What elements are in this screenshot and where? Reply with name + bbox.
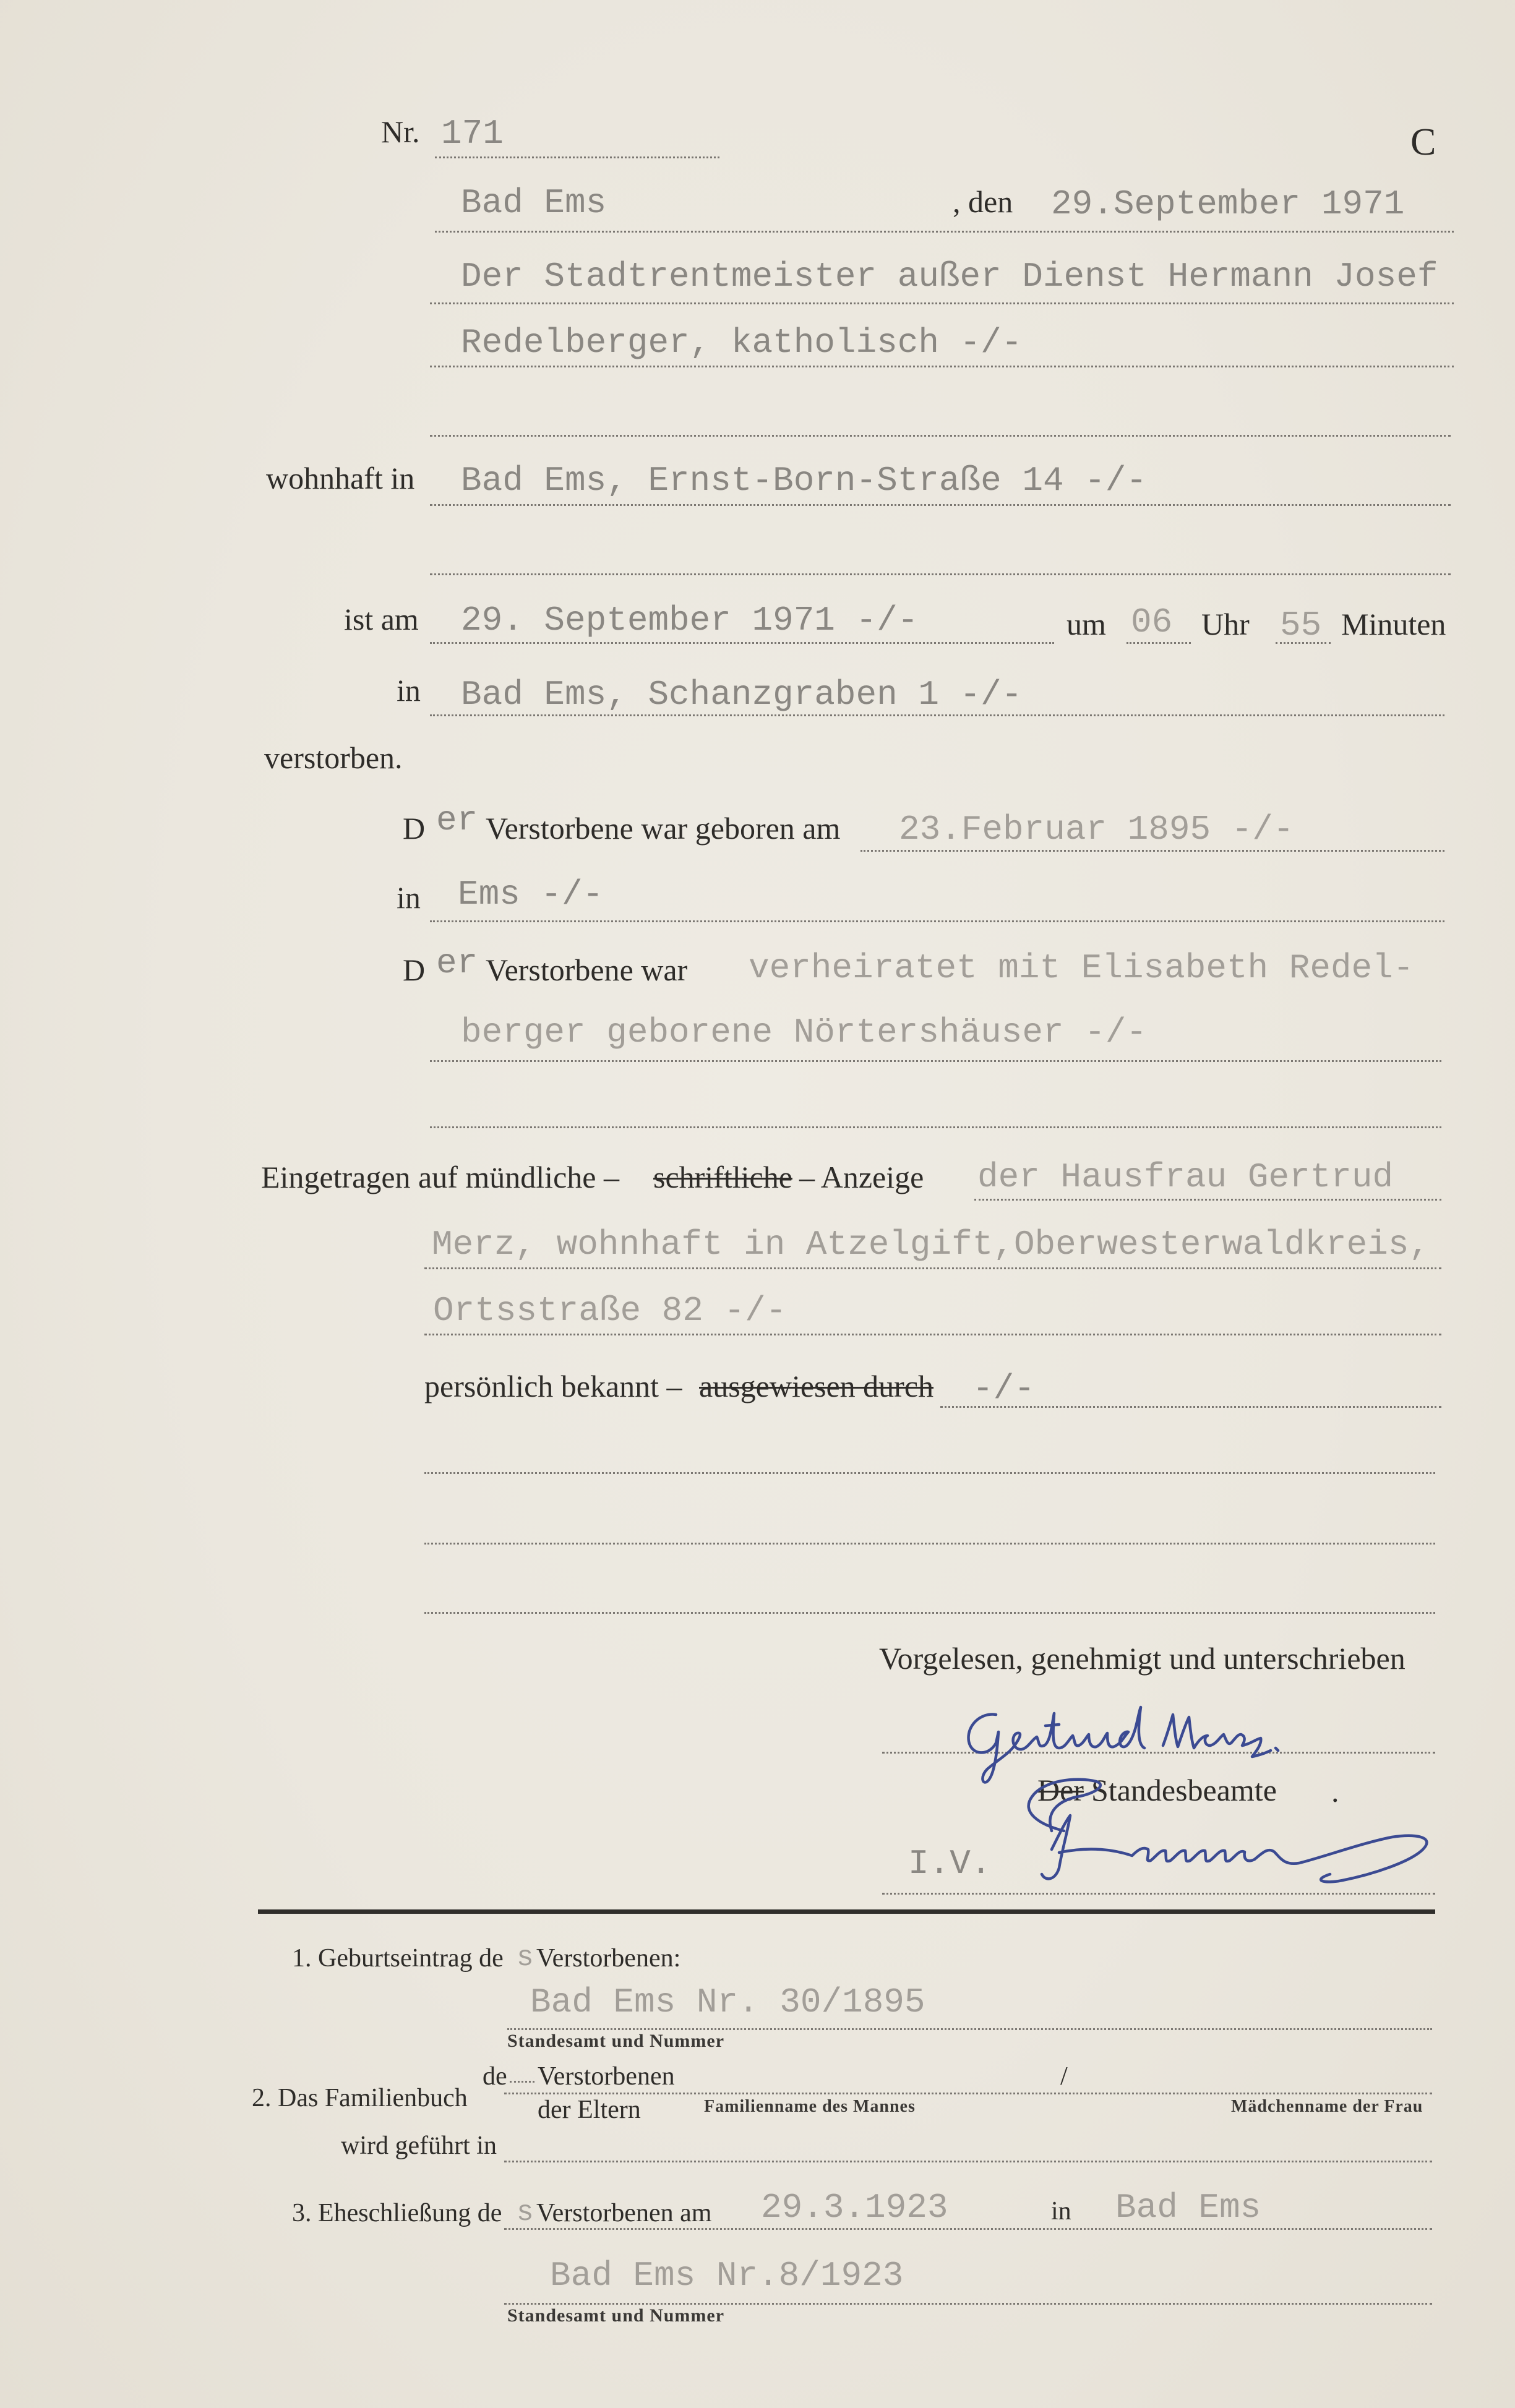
nr-value: 171 — [441, 114, 504, 153]
family-book-separator: / — [1060, 2062, 1068, 2091]
marital-article: er — [436, 943, 478, 983]
birth-label: Verstorbene war geboren am — [486, 811, 841, 846]
deceased-name-line-1: Der Stadtrentmeister außer Dienst Hermann Josef — [461, 257, 1438, 296]
dotted-line — [974, 1199, 1441, 1201]
family-book-parents: der Eltern — [538, 2096, 641, 2124]
marriage-label: 3. Eheschließung de — [292, 2199, 502, 2227]
time-label: um — [1067, 607, 1106, 641]
identity-label: persönlich bekannt – — [424, 1369, 682, 1403]
dotted-line — [430, 366, 1454, 367]
registrar-signature-line — [882, 1893, 1435, 1895]
marital-label: Verstorbene war — [486, 953, 688, 987]
nr-label: Nr. — [381, 114, 420, 149]
family-book-deceased: Verstorbenen — [538, 2062, 675, 2091]
dotted-line — [504, 2228, 1432, 2230]
marriage-date: 29.3.1923 — [761, 2188, 948, 2227]
minute-label: Minuten — [1341, 607, 1446, 641]
registrar-title: Standesbeamte — [1091, 1773, 1277, 1807]
dotted-line — [504, 2093, 1432, 2094]
registration-label-end: – Anzeige — [799, 1160, 924, 1194]
birth-entry-article: s — [517, 1942, 534, 1974]
dotted-line — [507, 2028, 1432, 2030]
nr-dotted-line — [435, 156, 719, 158]
family-book-label: 2. Das Familienbuch — [252, 2084, 468, 2112]
dotted-line — [861, 850, 1444, 852]
dotted-line — [424, 1267, 1441, 1269]
birth-place: Ems -/- — [458, 875, 604, 914]
dotted-line — [504, 2161, 1432, 2162]
registrar-title-struck: Der — [1037, 1773, 1084, 1807]
informant-line-2: Merz, wohnhaft in Atzelgift,Oberwesterwaldkreis, — [432, 1225, 1430, 1264]
birth-date: 23.Februar 1895 -/- — [899, 810, 1294, 849]
dotted-line — [430, 435, 1451, 437]
dotted-line — [424, 1612, 1435, 1614]
hour-label: Uhr — [1201, 607, 1250, 641]
death-hour: 06 — [1131, 602, 1173, 642]
birth-entry-label-end: Verstorbenen: — [536, 1944, 681, 1973]
birth-entry-caption: Standesamt und Nummer — [507, 2031, 725, 2051]
registration-label-struck: schriftliche — [653, 1160, 792, 1194]
informant-line-1: der Hausfrau Gertrud — [977, 1157, 1394, 1197]
marriage-label-end: Verstorbenen am — [536, 2199, 712, 2227]
dotted-line — [430, 920, 1444, 922]
deceased-closing: verstorben. — [264, 740, 403, 775]
family-book-article-blank — [510, 2081, 534, 2083]
dotted-line — [1276, 642, 1331, 644]
family-book-kept-label: wird geführt in — [341, 2132, 497, 2160]
marital-line-2: berger geborene Nörtershäuser -/- — [461, 1013, 1147, 1052]
dotted-line — [424, 1472, 1435, 1474]
wife-maiden-name-caption: Mädchenname der Frau — [1231, 2097, 1423, 2116]
marriage-registry: Bad Ems Nr.8/1923 — [550, 2256, 904, 2295]
registration-label-start: Eingetragen auf mündliche – — [261, 1160, 619, 1194]
death-date-label: ist am — [344, 602, 419, 636]
dotted-line — [430, 1126, 1441, 1128]
marriage-registry-caption: Standesamt und Nummer — [507, 2305, 725, 2326]
identity-label-struck: ausgewiesen durch — [699, 1369, 934, 1403]
issue-date: 29.September 1971 — [1051, 184, 1405, 224]
issue-place: Bad Ems — [461, 183, 607, 223]
marital-prefix: D — [403, 953, 426, 987]
birth-article: er — [436, 800, 478, 840]
deceased-name-line-2: Redelberger, katholisch -/- — [461, 323, 1023, 362]
residence-label: wohnhaft in — [266, 461, 415, 495]
birth-entry-value: Bad Ems Nr. 30/1895 — [530, 1982, 925, 2022]
birth-entry-label: 1. Geburtseintrag de — [292, 1944, 504, 1973]
issue-date-label: , den — [953, 184, 1013, 219]
death-date: 29. September 1971 -/- — [461, 601, 919, 640]
death-place: Bad Ems, Schanzgraben 1 -/- — [461, 675, 1023, 714]
section-divider — [258, 1909, 1435, 1914]
informant-signature-line — [882, 1752, 1435, 1754]
dotted-line — [940, 1406, 1441, 1408]
marriage-article: s — [517, 2196, 534, 2229]
confirmation-text: Vorgelesen, genehmigt und unterschrieben — [879, 1641, 1406, 1676]
identity-value: -/- — [972, 1369, 1035, 1408]
family-book-de: de — [483, 2062, 507, 2091]
death-place-label: in — [397, 673, 421, 708]
birth-place-label: in — [397, 880, 421, 915]
dotted-line — [435, 231, 1454, 233]
dotted-line — [430, 504, 1451, 506]
husband-name-caption: Familienname des Mannes — [704, 2097, 916, 2116]
marital-line-1: verheiratet mit Elisabeth Redel- — [749, 948, 1414, 988]
death-minute: 55 — [1280, 606, 1322, 645]
form-letter: C — [1410, 121, 1436, 163]
marriage-place: Bad Ems — [1115, 2188, 1261, 2227]
dotted-line — [430, 714, 1444, 716]
dotted-line — [430, 1060, 1441, 1062]
dotted-line — [424, 1543, 1435, 1545]
dotted-line — [430, 642, 1054, 644]
registrar-title-dot: . — [1331, 1774, 1339, 1809]
informant-signature — [969, 1707, 1278, 1782]
on-behalf-mark: I.V. — [908, 1844, 992, 1883]
dotted-line — [430, 302, 1454, 304]
marriage-place-label: in — [1051, 2197, 1071, 2226]
residence-value: Bad Ems, Ernst-Born-Straße 14 -/- — [461, 461, 1147, 500]
dotted-line — [424, 1334, 1441, 1335]
birth-prefix: D — [403, 811, 426, 846]
dotted-line — [430, 573, 1451, 575]
informant-line-3: Ortsstraße 82 -/- — [433, 1291, 787, 1330]
dotted-line — [1127, 642, 1191, 644]
dotted-line — [504, 2303, 1432, 2305]
